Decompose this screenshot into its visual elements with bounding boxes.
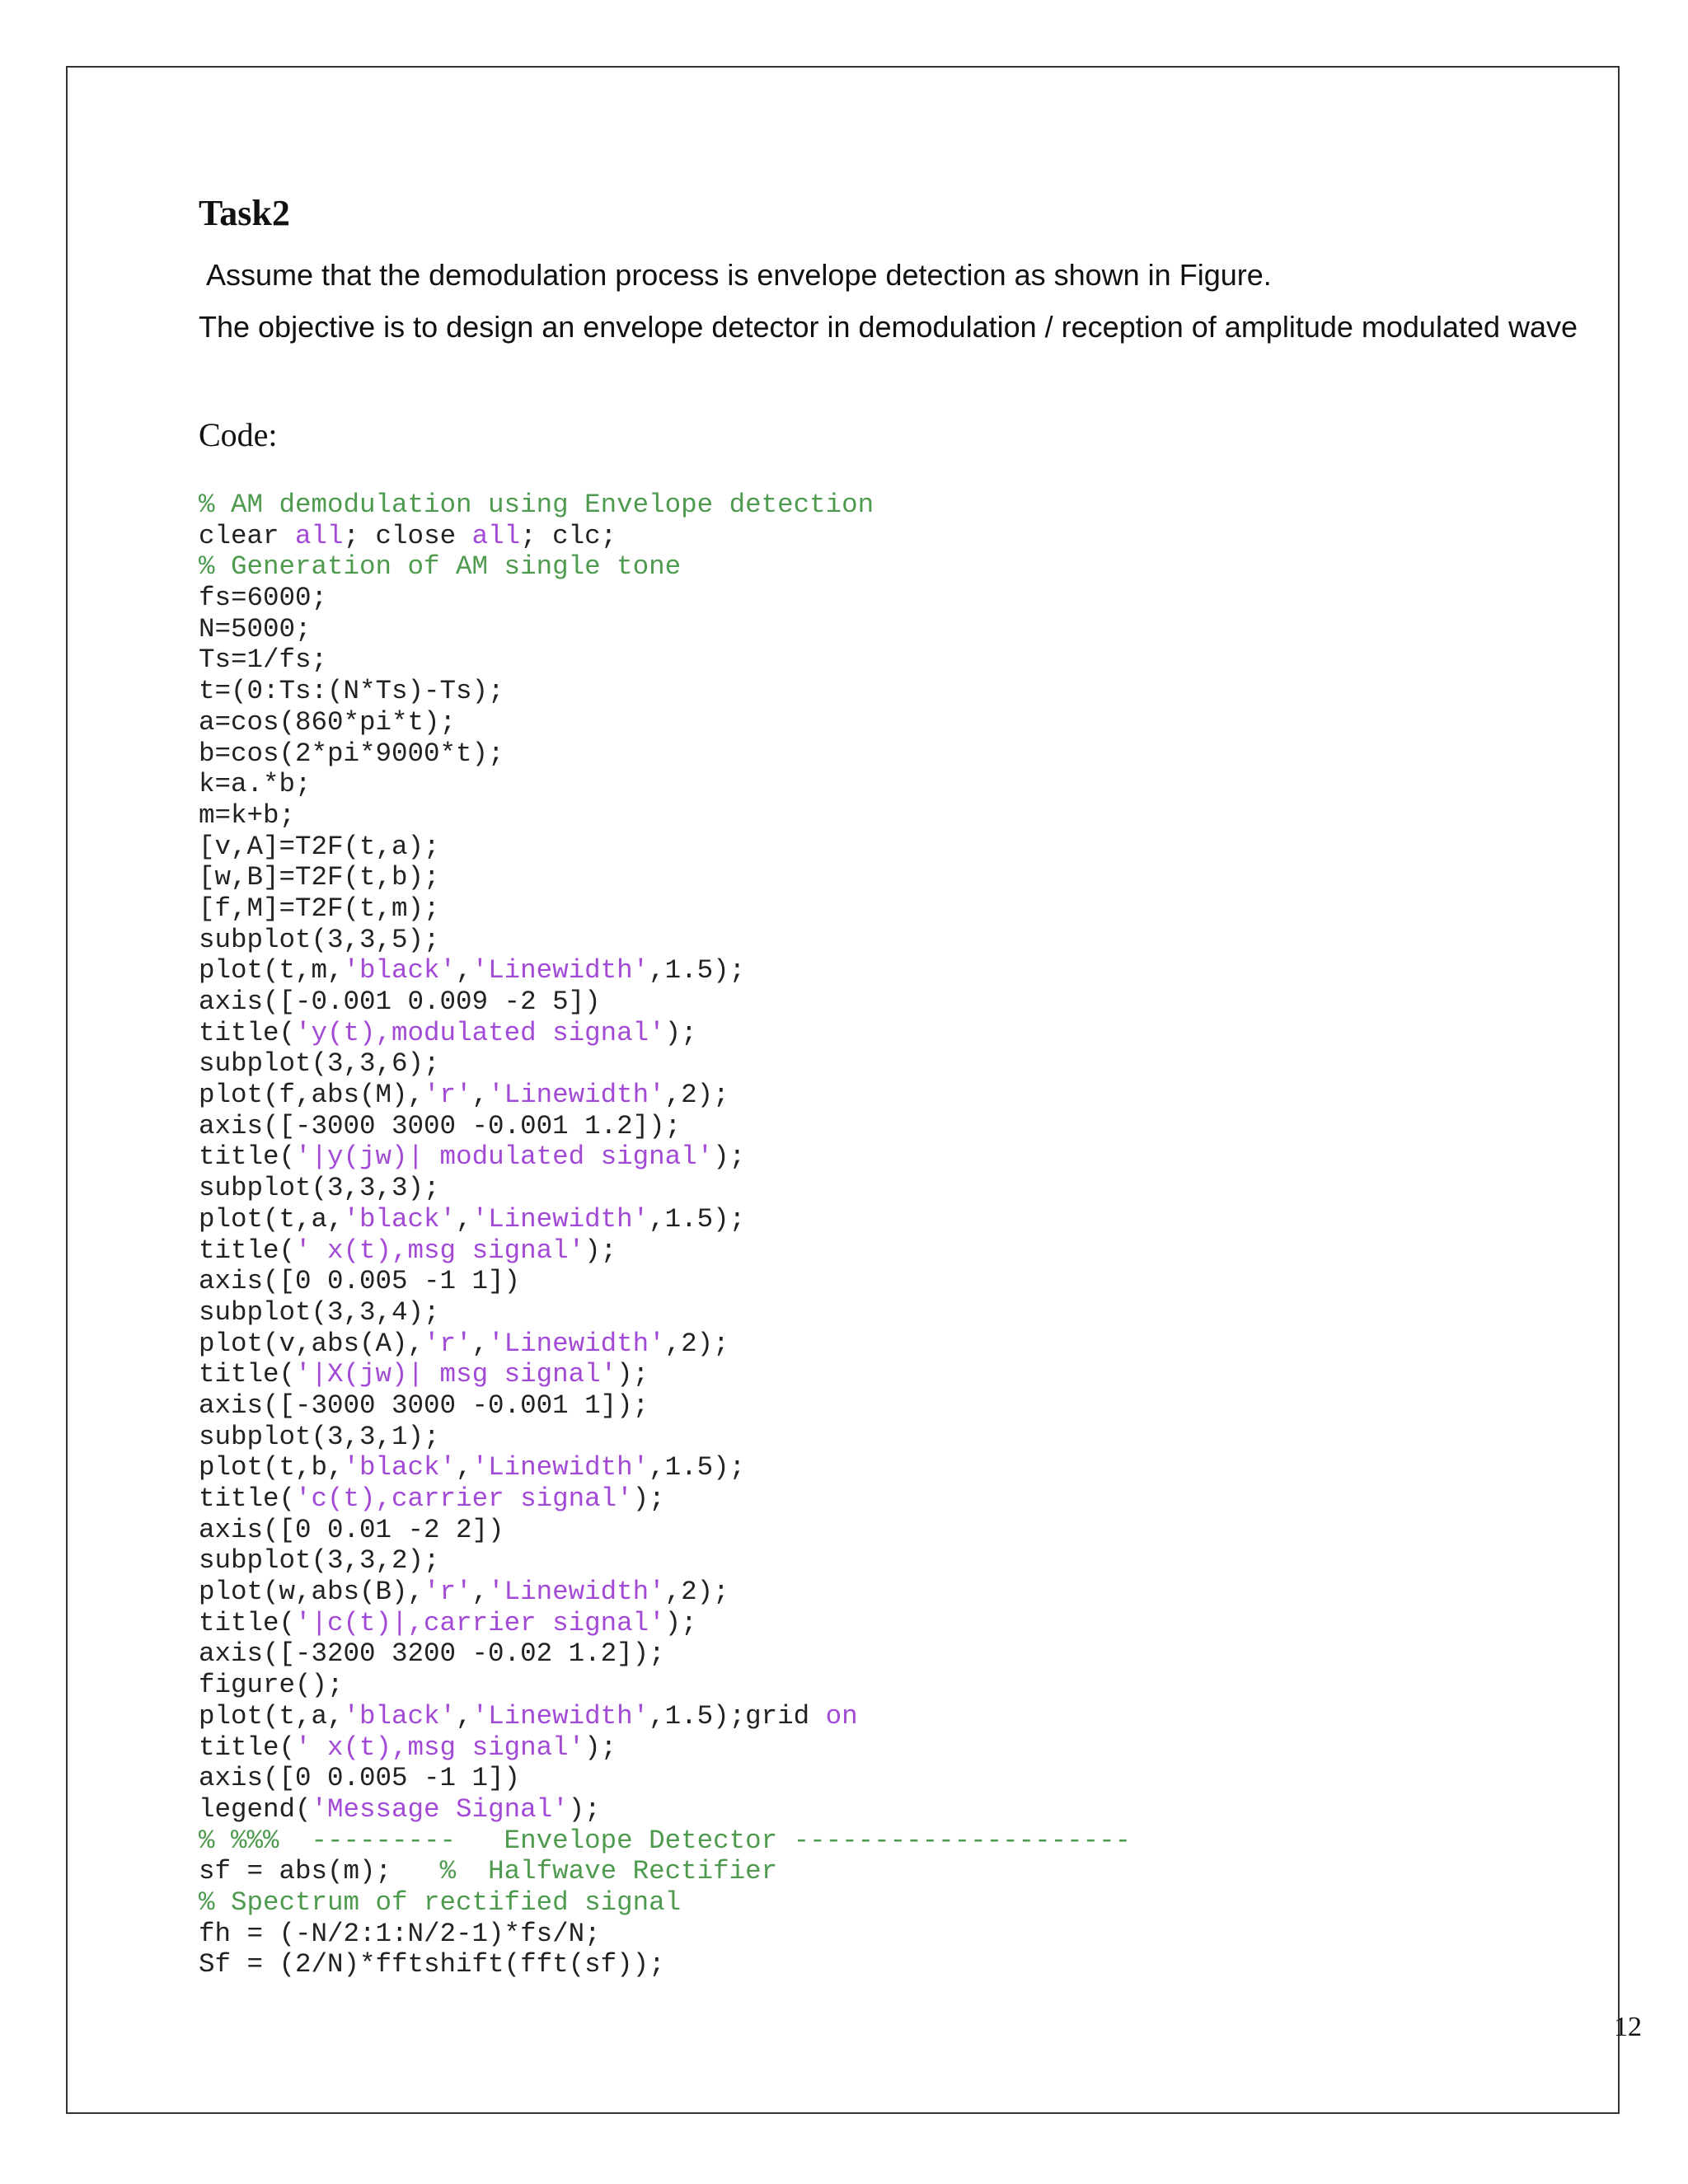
code-text: Ts=1/fs; [199, 644, 328, 676]
code-text: m=k+b; [199, 799, 296, 831]
code-text: axis([-3000 3000 -0.001 1]); [199, 1390, 649, 1421]
code-line [199, 614, 1131, 645]
code-line [199, 1887, 1131, 1919]
paragraph-objective: The objective is to design an envelope detector in demodulation / reception of amplitude modulated wave [199, 310, 1578, 344]
code-text: t=(0:Ts:(N*Ts)-Ts); [199, 676, 504, 707]
code-line [199, 862, 1131, 893]
code-line [199, 1452, 1131, 1483]
code-string: 'c(t),carrier signal' [295, 1483, 633, 1514]
code-string: 'black' [343, 955, 457, 987]
code-comment: % %%% --------- Envelope Detector --------------------- [199, 1825, 1132, 1856]
code-line [199, 1080, 1131, 1111]
code-string: 'Linewidth' [471, 955, 649, 987]
code-line [199, 644, 1131, 676]
code-string: 'black' [343, 1700, 457, 1732]
code-line [199, 1949, 1131, 1980]
code-text: plot(f,abs(M), [199, 1080, 424, 1111]
code-text: title( [199, 1359, 296, 1390]
code-keyword: all [295, 520, 344, 551]
code-line [199, 1422, 1131, 1453]
code-text: ,2); [664, 1080, 729, 1111]
code-string: '|y(jw)| modulated signal' [295, 1141, 714, 1173]
code-comment: % AM demodulation using Envelope detection [199, 490, 874, 520]
code-line [199, 1825, 1131, 1857]
code-text: ); [664, 1607, 697, 1638]
code-line [199, 800, 1131, 832]
code-text: ); [632, 1483, 665, 1514]
code-text: figure(); [199, 1670, 344, 1701]
code-line [199, 955, 1131, 987]
code-text: ,1.5);grid [649, 1700, 826, 1732]
code-line [199, 1235, 1131, 1267]
code-string: '|c(t)|,carrier signal' [295, 1607, 665, 1638]
code-text: ,2); [664, 1577, 729, 1608]
code-text: legend( [199, 1793, 312, 1825]
code-string: 'r' [424, 1080, 472, 1111]
code-text: subplot(3,3,6); [199, 1048, 440, 1080]
code-text: ,1.5); [649, 955, 746, 987]
code-text: plot(t,b, [199, 1452, 344, 1483]
code-keyword: on [825, 1700, 858, 1732]
code-text: title( [199, 1483, 296, 1514]
code-line [199, 583, 1131, 614]
code-text: ); [664, 1017, 697, 1048]
code-line [199, 1856, 1131, 1887]
code-line [199, 676, 1131, 707]
code-line [199, 1297, 1131, 1329]
code-text: , [471, 1080, 489, 1111]
code-text: title( [199, 1607, 296, 1638]
code-text: ); [584, 1235, 617, 1266]
code-text: ,2); [664, 1328, 729, 1359]
code-comment: % Spectrum of rectified signal [199, 1886, 682, 1918]
code-text: , [456, 1700, 472, 1732]
code-text: axis([0 0.005 -1 1]) [199, 1763, 521, 1794]
code-text: axis([0 0.01 -2 2]) [199, 1514, 504, 1545]
code-keyword: all [471, 520, 521, 551]
code-string: 'black' [343, 1203, 457, 1235]
code-text: Sf = (2/N)*fftshift(fft(sf)); [199, 1949, 665, 1980]
code-string: ' x(t),msg signal' [295, 1235, 585, 1266]
code-line [199, 1763, 1131, 1794]
code-text: title( [199, 1141, 296, 1173]
code-line [199, 1701, 1131, 1732]
code-text: axis([-3000 3000 -0.001 1.2]); [199, 1110, 682, 1141]
matlab-code-block [199, 490, 1131, 1980]
code-text: [f,M]=T2F(t,m); [199, 893, 440, 924]
code-text: axis([-0.001 0.009 -2 5]) [199, 987, 601, 1017]
code-line [199, 1359, 1131, 1390]
code-line [199, 987, 1131, 1018]
code-text: plot(t,a, [199, 1203, 344, 1235]
code-line [199, 707, 1131, 738]
code-line [199, 769, 1131, 800]
code-text: title( [199, 1235, 296, 1266]
code-line [199, 1919, 1131, 1950]
code-line [199, 1577, 1131, 1608]
code-text: [w,B]=T2F(t,b); [199, 862, 440, 893]
code-text: axis([-3200 3200 -0.02 1.2]); [199, 1638, 665, 1670]
code-string: 'Linewidth' [488, 1577, 665, 1608]
code-line [199, 1670, 1131, 1701]
code-text: subplot(3,3,1); [199, 1421, 440, 1452]
code-text: subplot(3,3,2); [199, 1545, 440, 1577]
code-text: sf = abs(m); [199, 1856, 440, 1887]
code-text: ; clc; [520, 520, 617, 551]
code-line [199, 1018, 1131, 1049]
code-line [199, 1141, 1131, 1173]
code-string: ' x(t),msg signal' [295, 1732, 585, 1763]
code-string: 'Linewidth' [488, 1080, 665, 1111]
code-text: axis([0 0.005 -1 1]) [199, 1266, 521, 1297]
paragraph-assumption: Assume that the demodulation process is envelope detection as shown in Figure. [206, 258, 1272, 292]
code-string: 'r' [424, 1328, 472, 1359]
code-string: 'y(t),modulated signal' [295, 1017, 665, 1048]
code-string: 'Linewidth' [488, 1328, 665, 1359]
code-line [199, 1732, 1131, 1764]
code-line [199, 1515, 1131, 1546]
code-text: ); [617, 1359, 649, 1390]
code-text: , [456, 1452, 472, 1483]
code-line [199, 1173, 1131, 1204]
code-text: plot(v,abs(A), [199, 1328, 424, 1359]
code-string: 'Linewidth' [471, 1203, 649, 1235]
code-line [199, 1266, 1131, 1297]
code-line [199, 738, 1131, 770]
code-text: fh = (-N/2:1:N/2-1)*fs/N; [199, 1918, 601, 1949]
code-text: , [471, 1328, 489, 1359]
code-text: ,1.5); [649, 1452, 746, 1483]
code-text: , [471, 1577, 489, 1608]
code-text: b=cos(2*pi*9000*t); [199, 738, 504, 769]
code-text: clear [199, 520, 296, 551]
code-text: a=cos(860*pi*t); [199, 706, 457, 738]
code-string: 'Message Signal' [311, 1793, 569, 1825]
code-text: [v,A]=T2F(t,a); [199, 831, 440, 862]
code-line [199, 551, 1131, 583]
code-string: 'Linewidth' [471, 1452, 649, 1483]
code-text: , [456, 1203, 472, 1235]
code-line [199, 893, 1131, 925]
code-comment: % Generation of AM single tone [199, 551, 682, 583]
code-text: , [456, 955, 472, 987]
code-line [199, 1390, 1131, 1422]
code-line [199, 1483, 1131, 1515]
code-line [199, 1329, 1131, 1360]
code-text: subplot(3,3,5); [199, 924, 440, 955]
code-string: 'r' [424, 1577, 472, 1608]
code-line [199, 1048, 1131, 1080]
code-text: subplot(3,3,4); [199, 1296, 440, 1328]
code-line [199, 832, 1131, 863]
code-line [199, 1204, 1131, 1235]
code-text: plot(t,m, [199, 955, 344, 987]
code-text: ); [584, 1732, 617, 1763]
code-comment: % Halfwave Rectifier [439, 1856, 778, 1887]
code-line [199, 1638, 1131, 1670]
code-text: ); [713, 1141, 746, 1173]
code-string: 'black' [343, 1452, 457, 1483]
code-text: title( [199, 1732, 296, 1763]
code-line [199, 521, 1131, 552]
code-text: ); [568, 1793, 601, 1825]
code-line [199, 1794, 1131, 1825]
task-title: Task2 [199, 193, 290, 233]
code-line [199, 490, 1131, 521]
code-label: Code: [199, 416, 278, 453]
code-text: title( [199, 1017, 296, 1048]
code-text: k=a.*b; [199, 769, 312, 800]
code-line [199, 1608, 1131, 1639]
code-line [199, 1545, 1131, 1577]
code-string: 'Linewidth' [471, 1700, 649, 1732]
code-text: subplot(3,3,3); [199, 1173, 440, 1204]
code-string: '|X(jw)| msg signal' [295, 1359, 617, 1390]
code-line [199, 925, 1131, 956]
code-text: ,1.5); [649, 1203, 746, 1235]
code-text: fs=6000; [199, 583, 328, 614]
page-number: 12 [1614, 2012, 1642, 2042]
code-text: N=5000; [199, 613, 312, 644]
code-text: ; close [343, 520, 472, 551]
code-text: plot(t,a, [199, 1700, 344, 1732]
code-text: plot(w,abs(B), [199, 1577, 424, 1608]
code-line [199, 1111, 1131, 1142]
